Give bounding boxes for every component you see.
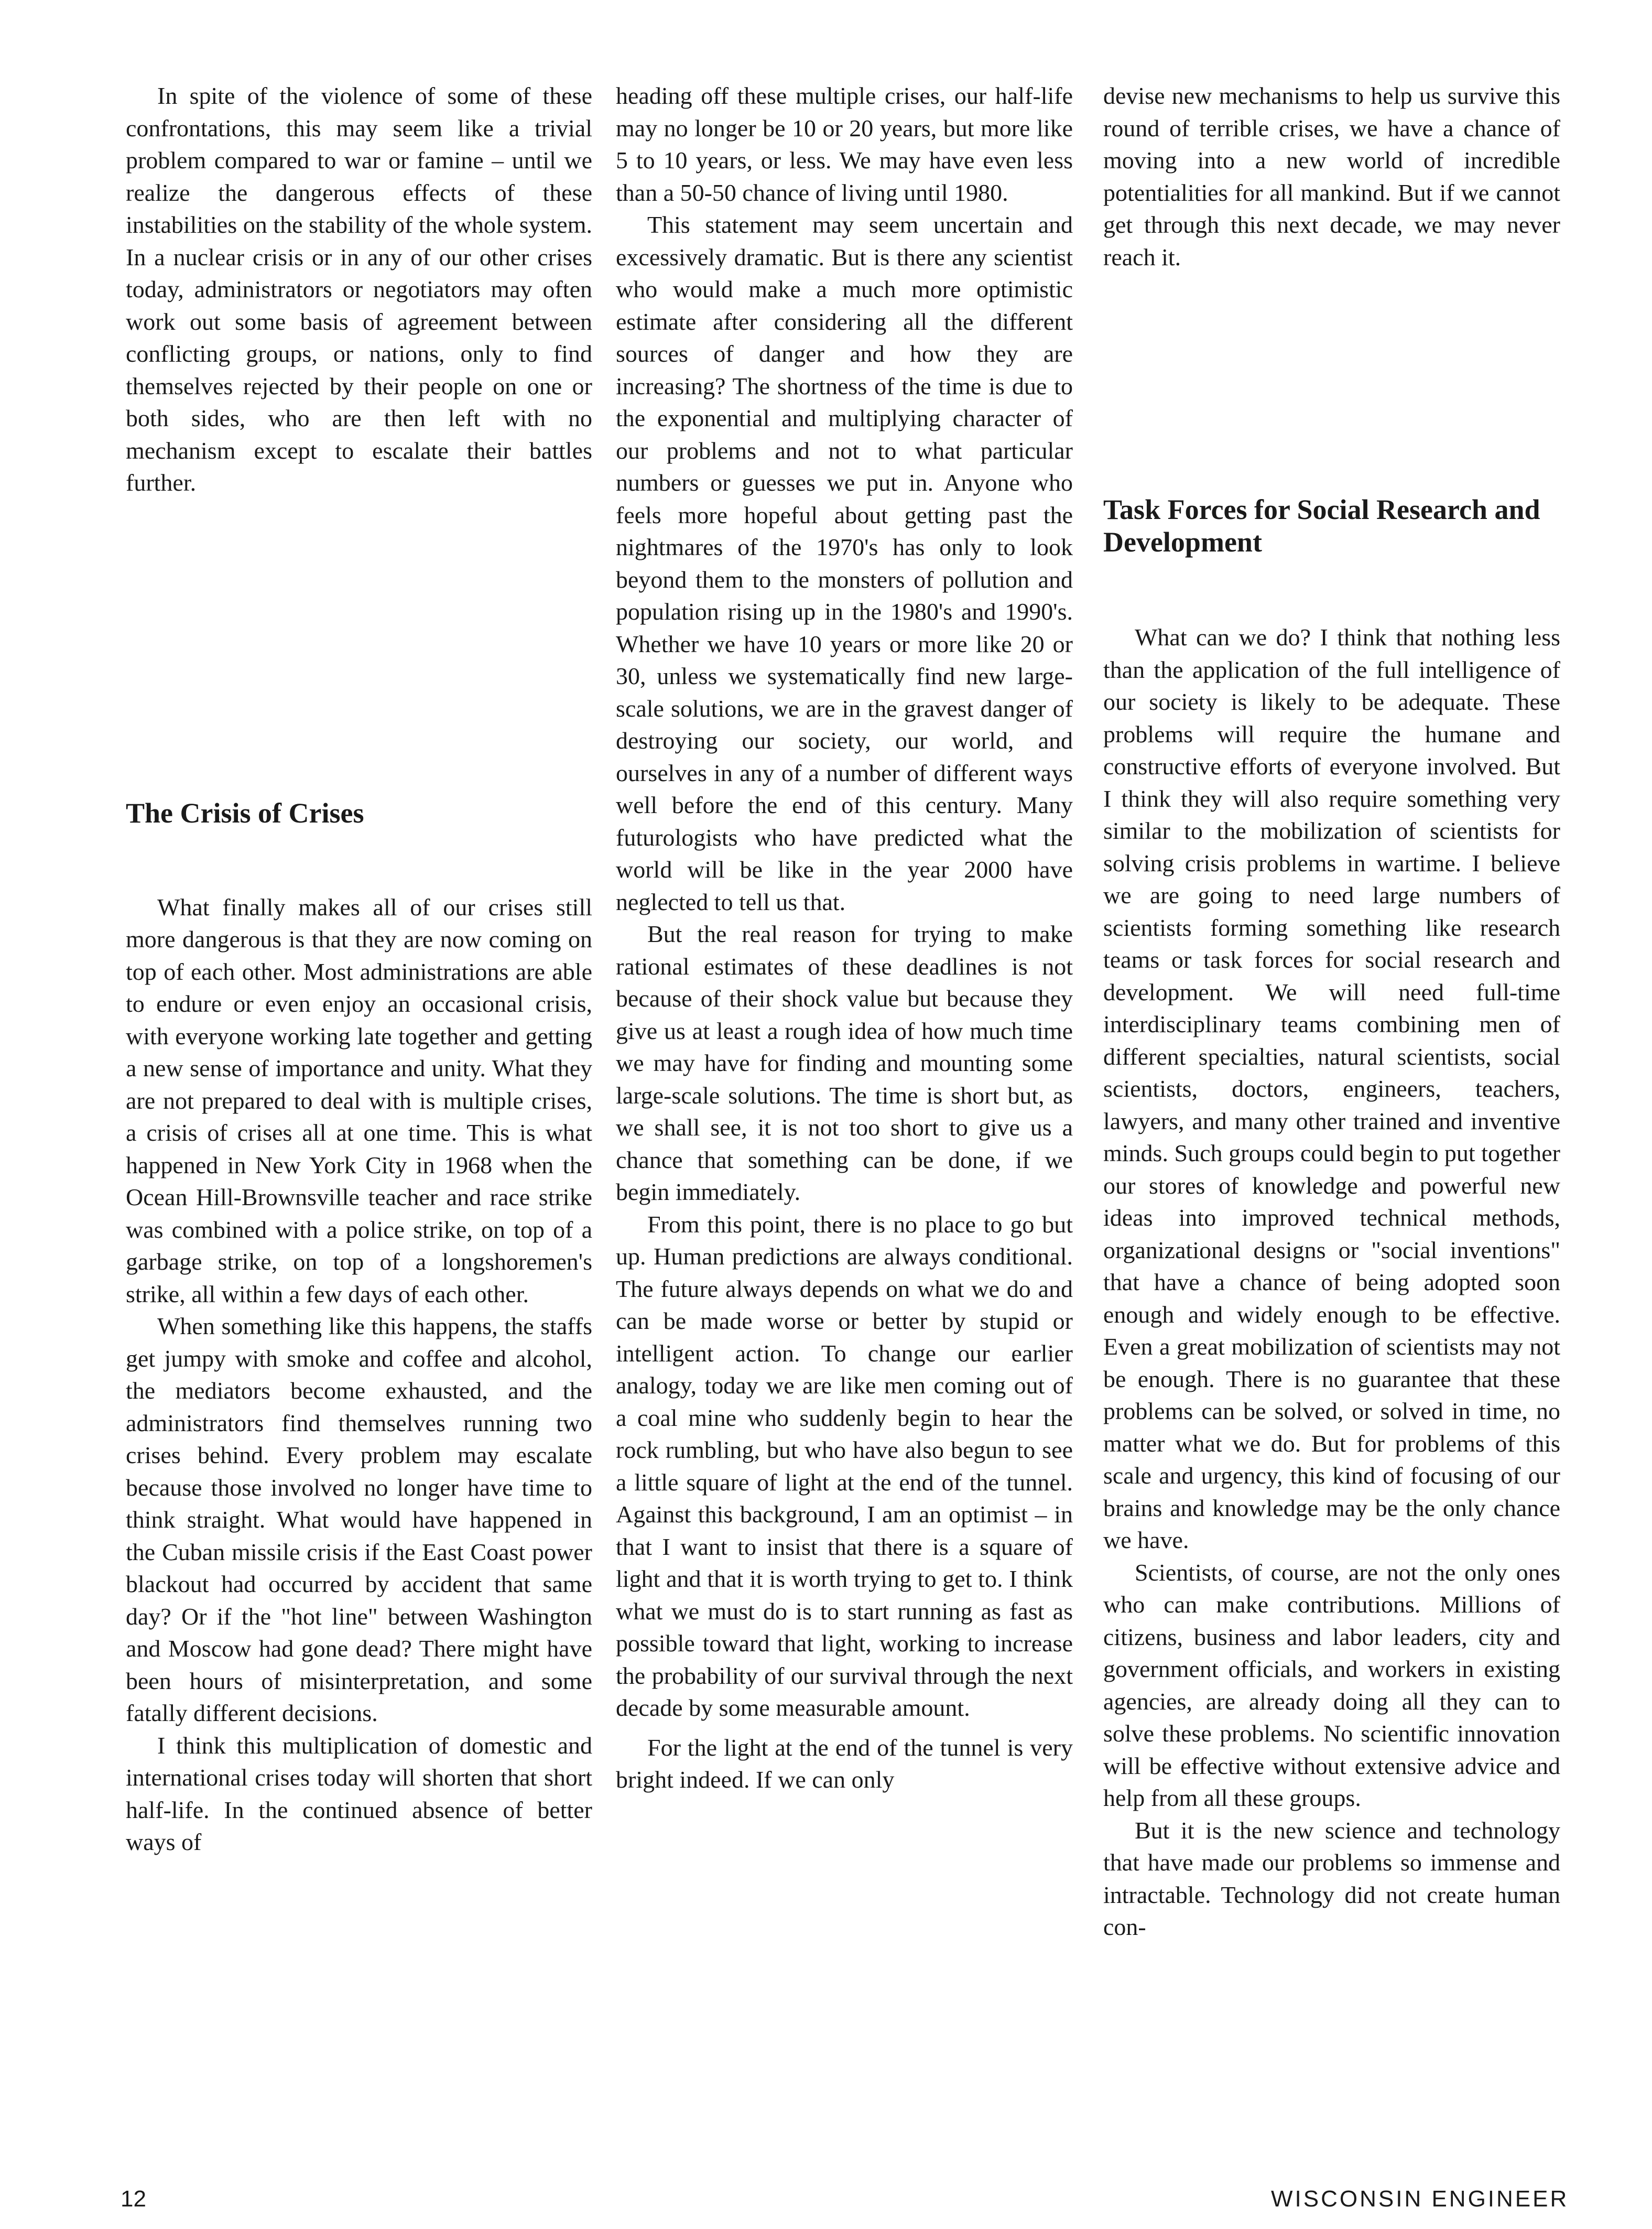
paragraph: In spite of the violence of some of these confrontations, this may seem like a trivial problem compared to war or famine – until we realize the dangerous effects of these instabilities on the stability of the whole system. In a nuclear crisis or in any of our other crises today, administrators or negotiators may often work out some basis of agreement between conflicting groups, or nations, only to find themselves rejected by their people on one or both sides, who are then left with no mechanism except to escalate their battles further.: [126, 82, 592, 496]
page-number: 12: [121, 2186, 146, 2212]
section-heading-task-forces: Task Forces for Social Research and Development: [1103, 494, 1540, 558]
paragraph: But the real reason for trying to make rational estimates of these deadlines is not because of their shock value but because they give us at least a rough idea of how much time we may have for finding and mounting some large-scale solutions. The time is short but, as we shall see, it is not too short to give us a chance that something can be done, if we begin immediately.: [616, 921, 1073, 1205]
paragraph: devise new mechanisms to help us survive this round of terrible crises, we have a chance of moving into a new world of incredible potentialities for all mankind. But if we cannot get through this next decade, we may never reach it.: [1103, 82, 1560, 270]
paragraph: This statement may seem uncertain and excessively dramatic. But is there any scientist who would make a much more optimistic estimate after considering all the different sources of danger and how they are increasing? The shortness of the time is due to the exponential and multiplying character of our problems and not to what particular numbers or guesses we put in. Anyone who feels more hopeful about getting past the nightmares of the 1970's has only to look beyond them to the monsters of pollution and population rising up in the 1980's and 1990's. Whether we have 10 years or more like 20 or 30, unless we systematically find new large-scale solutions, we are in the gravest danger of destroying our society, our world, and ourselves in any of a number of different ways well before the end of this century. Many futurologists who have predicted what the world will be like in the year 2000 have neglected to tell us that.: [616, 211, 1073, 915]
paragraph: Scientists, of course, are not the only ones who can make contributions. Millions of citizens, business and labor leaders, city and government officials, and workers in existing agencies, are already doing all they can to solve these problems. No scientific innovation will be effective without extensive advice and help from all these groups.: [1103, 1559, 1560, 1811]
paragraph: When something like this happens, the staffs get jumpy with smoke and coffee and alcohol, the mediators become exhausted, and the administrators find themselves running two crises behind. Every problem may escalate because those involved no longer have time to think straight. What would have happened in the Cuban missile crisis if the East Coast power blackout had occurred by accident that same day? Or if the "hot line" between Washington and Moscow had gone dead? There might have been hours of misinterpretation, and some fatally different decisions.: [126, 1313, 592, 1726]
column-1: [126, 80, 592, 1858]
paragraph: But it is the new science and technology that have made our problems so immense and intractable. Technology did not create human con-: [1103, 1816, 1560, 1940]
paragraph: What finally makes all of our crises still more dangerous is that they are now coming on top of each other. Most administrations are able to endure or even enjoy an occasional crisis, with everyone working late together and getting a new sense of importance and unity. What they are not prepared to deal with is multiple crises, a crisis of crises all at one time. This is what happened in New York City in 1968 when the Ocean Hill-Brownsville teacher and race strike was combined with a police strike, on top of a garbage strike, on top of a longshoremen's strike, all within a few days of each other.: [126, 893, 592, 1307]
section-heading-crisis-of-crises: The Crisis of Crises: [126, 797, 364, 829]
paragraph: heading off these multiple crises, our half-life may no longer be 10 or 20 years, but more like 5 to 10 years, or less. We may have even less than a 50-50 chance of living until 1980.: [616, 82, 1073, 206]
paragraph: For the light at the end of the tunnel is very bright indeed. If we can only: [616, 1734, 1073, 1793]
column-2: [616, 80, 1073, 1796]
column-3: [1103, 80, 1560, 1943]
paragraph: From this point, there is no place to go but up. Human predictions are always conditional. The future always depends on what we do and can be made worse or better by stupid or intelligent action. To change our earlier analogy, today we are like men coming out of a coal mine who suddenly begin to hear the rock rumbling, but who have also begun to see a little square of light at the end of the tunnel. Against this background, I am an optimist – in that I want to insist that there is a square of light and that it is worth trying to get to. I think what we must do is to start running as fast as possible toward that light, working to increase the probability of our survival through the next decade by some measurable amount.: [616, 1210, 1073, 1721]
paragraph: What can we do? I think that nothing less than the application of the full intelligence of our society is likely to be adequate. These problems will require the humane and constructive efforts of everyone involved. But I think they will also require something very similar to the mobilization of scientists for solving crisis problems in wartime. I believe we are going to need large numbers of scientists forming something like research teams or task forces for social research and development. We will need full-time interdisciplinary teams combining men of different specialties, natural scientists, social scientists, doctors, engineers, teachers, lawyers, and many other trained and inventive minds. Such groups could begin to put together our stores of knowledge and powerful new ideas into improved technical methods, organizational designs or "social inventions" that have a chance of being adopted soon enough and widely enough to be effective. Even a great mobilization of scientists may not be enough. There is no guarantee that these problems can be solved, or solved in time, no matter what we do. But for problems of this scale and urgency, this kind of focusing of our brains and knowledge may be the only chance we have.: [1103, 624, 1560, 1553]
journal-title: WISCONSIN ENGINEER: [1271, 2186, 1569, 2212]
paragraph: I think this multiplication of domestic and international crises today will shorten that short half-life. In the continued absence of better ways of: [126, 1732, 592, 1855]
